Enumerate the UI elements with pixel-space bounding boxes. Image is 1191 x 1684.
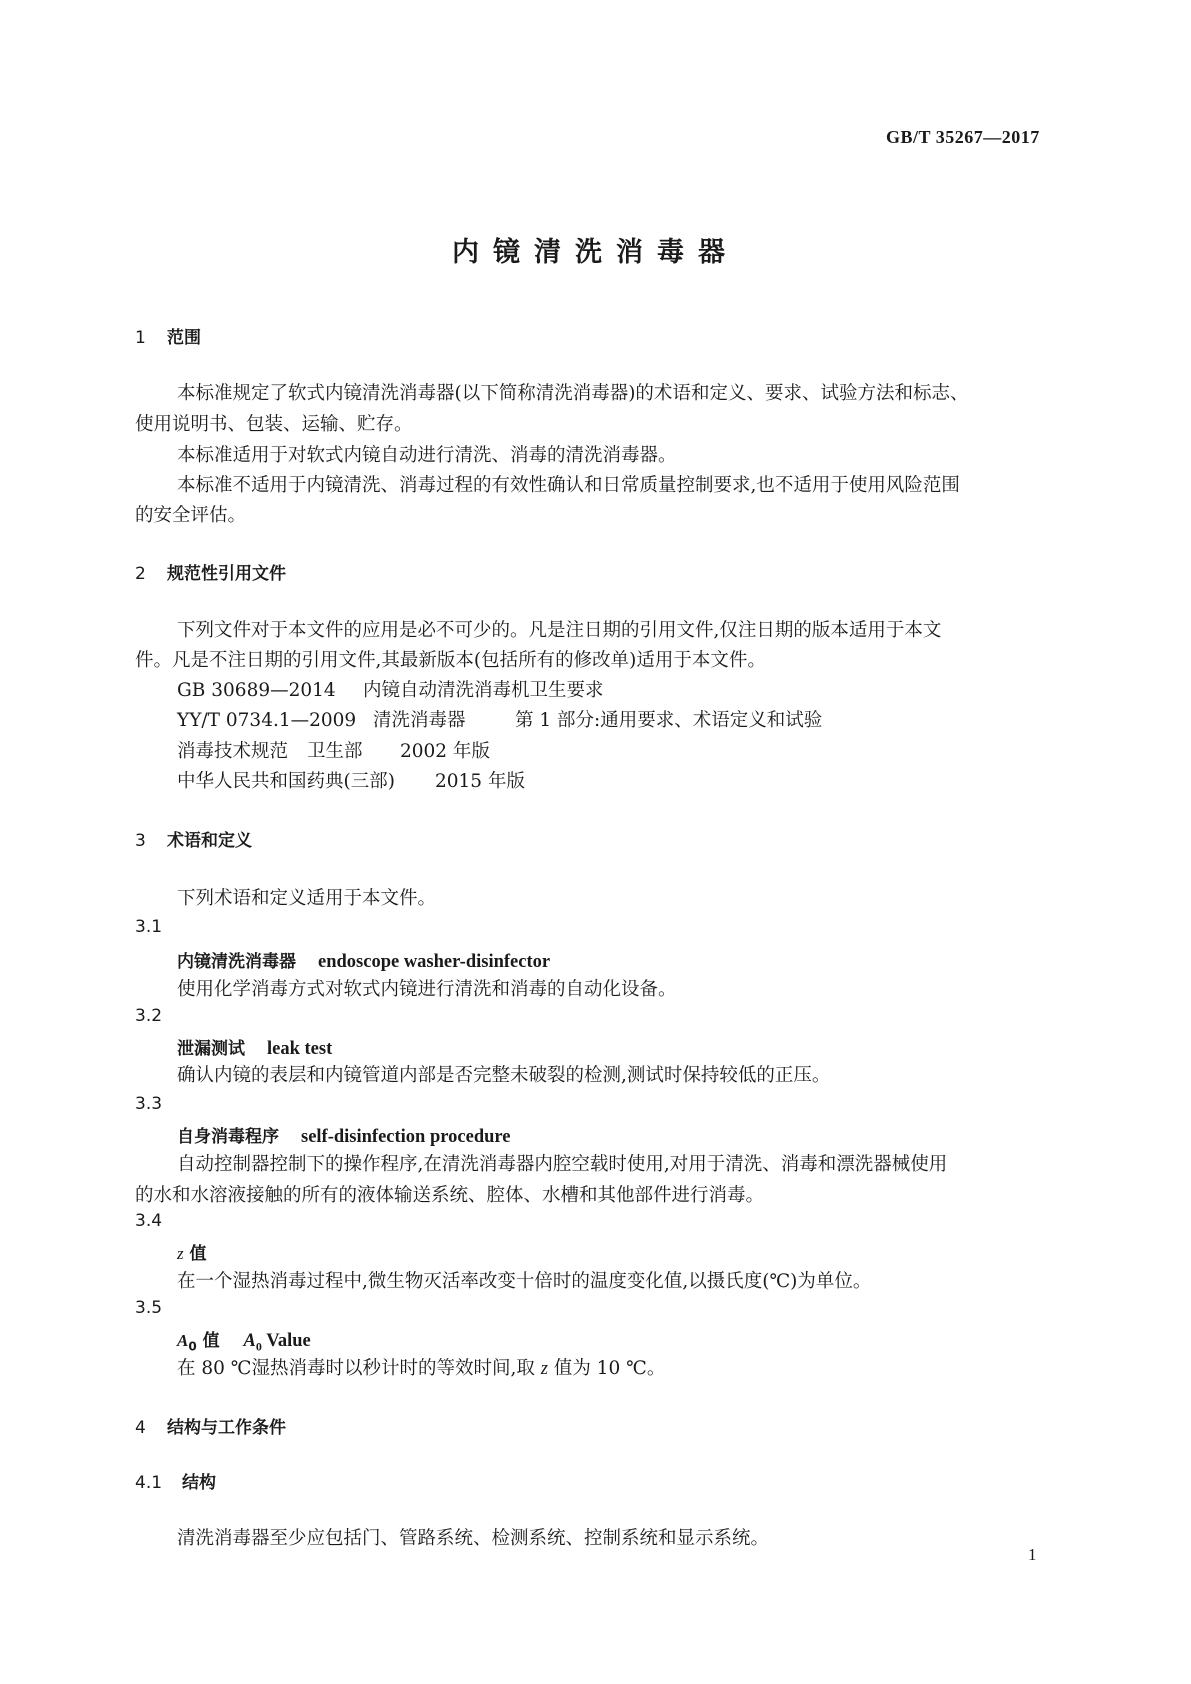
- section-heading: [135, 826, 252, 851]
- paragraph-line: 本标准适用于对软式内镜自动进行清洗、消毒的清洗消毒器。: [177, 445, 677, 466]
- reference-item: 消毒技术规范 卫生部 2002 年版: [177, 741, 490, 762]
- term-heading: z 值: [177, 1244, 207, 1264]
- subsection-number: 4.1: [135, 1473, 163, 1493]
- section-title: 术语和定义: [167, 831, 252, 851]
- paragraph-line: 下列文件对于本文件的应用是必不可少的。凡是注日期的引用文件,仅注日期的版本适用于本文: [177, 620, 942, 641]
- reference-item: YY/T 0734.1—2009 清洗消毒器 第 1 部分:通用要求、术语定义和试验: [177, 710, 823, 731]
- paragraph-line: 下列术语和定义适用于本文件。: [177, 888, 437, 909]
- paragraph-line: 使用说明书、包装、运输、贮存。: [135, 414, 413, 435]
- term-heading: $A_0$ 值 $A_0$ Value: [177, 1331, 311, 1354]
- term-number: 3.5: [135, 1298, 163, 1318]
- section-title: 结构与工作条件: [167, 1418, 286, 1438]
- section-number: 2: [135, 564, 146, 584]
- term-definition: 使用化学消毒方式对软式内镜进行清洗和消毒的自动化设备。: [177, 979, 677, 1000]
- section-number: 1: [135, 328, 146, 348]
- section-heading: [135, 559, 286, 584]
- section-title: 范围: [167, 328, 201, 348]
- term-number: 3.1: [135, 917, 163, 937]
- paragraph-line: 的安全评估。: [135, 505, 247, 526]
- term-definition: 在一个湿热消毒过程中,微生物灭活率改变十倍时的温度变化值,以摄氏度(℃)为单位。: [177, 1271, 872, 1292]
- section-number: 3: [135, 831, 146, 851]
- section-title: 规范性引用文件: [167, 564, 286, 584]
- page-number: 1: [1028, 1545, 1037, 1564]
- standard-code: GB/T 35267—2017: [886, 127, 1040, 147]
- paragraph-line: 本标准规定了软式内镜清洗消毒器(以下简称清洗消毒器)的术语和定义、要求、试验方法和标志、: [177, 383, 969, 404]
- paragraph-line: 清洗消毒器至少应包括门、管路系统、检测系统、控制系统和显示系统。: [177, 1528, 770, 1549]
- section-heading: [135, 1413, 286, 1438]
- term-definition: 确认内镜的表层和内镜管道内部是否完整未破裂的检测,测试时保持较低的正压。: [177, 1065, 831, 1086]
- term-heading: 自身消毒程序 self-disinfection procedure: [177, 1127, 511, 1147]
- paragraph-line: 件。凡是不注日期的引用文件,其最新版本(包括所有的修改单)适用于本文件。: [135, 650, 766, 671]
- reference-item: GB 30689—2014 内镜自动清洗消毒机卫生要求: [177, 680, 604, 701]
- term-number: 3.3: [135, 1094, 163, 1114]
- section-number: 4: [135, 1418, 146, 1438]
- document-title: 内镜清洗消毒器: [452, 237, 739, 268]
- term-definition: 在 80 ℃湿热消毒时以秒计时的等效时间,取 z 值为 10 ℃。: [177, 1358, 666, 1379]
- term-definition: 自动控制器控制下的操作程序,在清洗消毒器内腔空载时使用,对用于清洗、消毒和漂洗器械使用: [177, 1154, 948, 1175]
- term-number: 3.2: [135, 1006, 163, 1026]
- reference-item: 中华人民共和国药典(三部) 2015 年版: [177, 771, 525, 792]
- term-heading: 泄漏测试 leak test: [177, 1039, 333, 1059]
- term-number: 3.4: [135, 1211, 163, 1231]
- term-definition: 的水和水溶液接触的所有的液体输送系统、腔体、水槽和其他部件进行消毒。: [135, 1185, 765, 1206]
- term-heading: 内镜清洗消毒器 endoscope washer-disinfector: [177, 952, 551, 972]
- paragraph-line: 本标准不适用于内镜清洗、消毒过程的有效性确认和日常质量控制要求,也不适用于使用风险范围: [177, 475, 960, 496]
- section-heading: [135, 323, 201, 348]
- subsection-title: 结构: [182, 1473, 216, 1493]
- subsection-heading: [135, 1468, 216, 1493]
